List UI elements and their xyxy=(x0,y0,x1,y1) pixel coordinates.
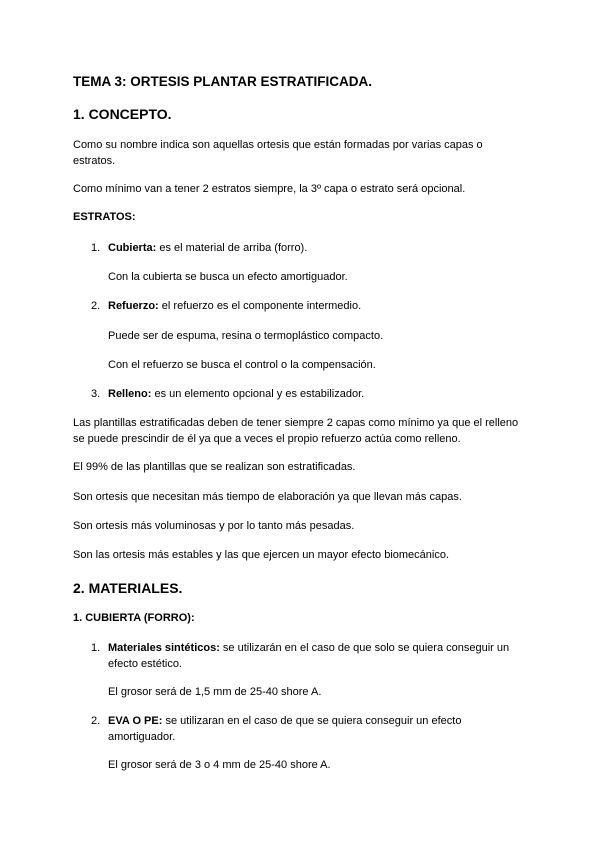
list-item-number: 2. xyxy=(91,715,101,727)
list-item-number: 2. xyxy=(91,300,101,312)
list-item-detail: Puede ser de espuma, resina o termoplástico compacto. xyxy=(108,330,384,342)
estratos-heading: ESTRATOS: xyxy=(73,211,136,223)
list-item xyxy=(108,298,361,314)
paragraph: Son ortesis más voluminosas y por lo tanto más pesadas. xyxy=(73,520,355,532)
list-item-text: es un elemento opcional y es estabilizador. xyxy=(151,388,365,400)
paragraph: Las plantillas estratificadas deben de tener siempre 2 capas como mínimo ya que el relleno se puede prescindir de él ya que a veces el propio refuerzo actúa como relleno. xyxy=(73,417,519,445)
paragraph: Son las ortesis más estables y las que ejercen un mayor efecto biomecánico. xyxy=(73,549,450,561)
list-item-term: Cubierta: xyxy=(108,242,157,254)
cubierta-heading: 1. CUBIERTA (FORRO): xyxy=(73,612,195,624)
paragraph: El 99% de las plantillas que se realizan son estratificadas. xyxy=(73,461,356,473)
list-item-term: Relleno: xyxy=(108,388,152,400)
paragraph: Son ortesis que necesitan más tiempo de elaboración ya que llevan más capas. xyxy=(73,491,462,503)
list-item-text: es el material de arriba (forro). xyxy=(156,242,308,254)
list-item-detail: Con la cubierta se busca un efecto amortiguador. xyxy=(108,271,348,283)
list-item xyxy=(108,386,364,402)
list-item-text: se utilizaran en el caso de que se quiera conseguir un efecto amortiguador. xyxy=(108,715,462,743)
list-item-text: el refuerzo es el componente intermedio. xyxy=(158,300,362,312)
paragraph: Como mínimo van a tener 2 estratos siempre, la 3º capa o estrato será opcional. xyxy=(73,183,466,195)
list-item xyxy=(108,240,307,256)
list-item-term: Refuerzo: xyxy=(108,300,159,312)
list-item xyxy=(108,640,528,672)
list-item-term: EVA O PE: xyxy=(108,715,163,727)
list-item-number: 3. xyxy=(91,388,101,400)
list-item-number: 1. xyxy=(91,242,101,254)
list-item-detail: Con el refuerzo se busca el control o la compensación. xyxy=(108,359,376,371)
list-item xyxy=(108,713,508,745)
paragraph: Como su nombre indica son aquellas ortesis que están formadas por varias capas o estratos. xyxy=(73,139,483,167)
list-item-term: Materiales sintéticos: xyxy=(108,642,220,654)
section-heading-materiales: 2. MATERIALES. xyxy=(73,580,183,596)
list-item-text: se utilizarán en el caso de que solo se quiera conseguir un efecto estético. xyxy=(108,642,510,670)
list-item-detail: El grosor será de 1,5 mm de 25-40 shore A. xyxy=(108,686,322,698)
list-item-detail: El grosor será de 3 o 4 mm de 25-40 shore A. xyxy=(108,759,331,771)
list-item-number: 1. xyxy=(91,642,101,654)
section-heading-concepto: 1. CONCEPTO. xyxy=(73,106,172,122)
document-title: TEMA 3: ORTESIS PLANTAR ESTRATIFICADA. xyxy=(73,74,372,89)
